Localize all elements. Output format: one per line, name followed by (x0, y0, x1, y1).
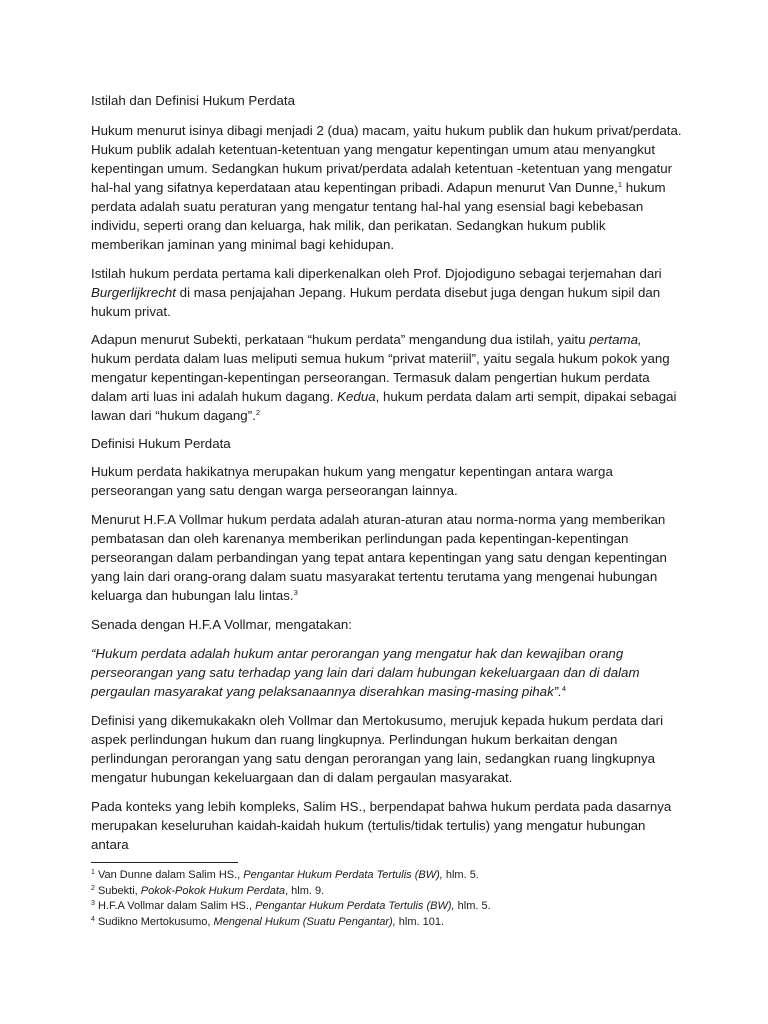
block-quote (91, 644, 682, 701)
footnote-text: Van Dunne dalam Salim HS., (94, 869, 244, 881)
paragraph-istilah-hukum-perdata (91, 264, 682, 321)
footnote-text: hlm. 5. (442, 869, 479, 881)
paragraph-text: di masa penjajahan Jepang. Hukum perdata disebut juga dengan hukum sipil dan hukum privat. (91, 285, 661, 319)
paragraph-salim-hs (91, 797, 682, 854)
footnote-number: 2 (91, 884, 95, 892)
footnote-ref-4[interactable]: 4 (561, 684, 567, 693)
paragraph-text: Hukum perdata hakikatnya merupakan hukum yang mengatur kepentingan antara warga perseorangan yang satu dengan warga perseorangan lainnya. (91, 464, 613, 498)
footnote-ref-2[interactable]: 2 (255, 408, 261, 417)
footnote-number: 4 (91, 915, 95, 923)
footnotes (91, 868, 682, 930)
footnote-text: hlm. 5. (454, 900, 491, 912)
footnote-ref-1[interactable]: 1 (617, 180, 623, 189)
paragraph-text: hukum perdata adalah suatu peraturan yang mengatur tentang hal-hal yang esensial bagi kebebasan individu, seperti orang dan keluarga, hak milik, dan perikatan. Sedangkan hukum publik memberikan jaminan yang minimal bagi kehidupan. (91, 180, 666, 252)
section-heading-istilah: Istilah dan Definisi Hukum Perdata (91, 93, 295, 108)
footnote-1 (91, 868, 682, 884)
paragraph-hakikat (91, 462, 682, 500)
footnote-title: Mengenal Hukum (Suatu Pengantar), (213, 915, 396, 928)
paragraph-text: hukum perdata dalam luas meliputi semua hukum “privat materiil”, yaitu segala hukum pokok yang mengatur kepentingan-kepentingan perseorangan. Termasuk dalam pengertian hukum perdata dalam arti luas ini adalah hukum dagang. (91, 351, 670, 404)
paragraph-text: Pada konteks yang lebih kompleks, Salim HS., berpendapat bahwa hukum perdata pada dasarnya merupakan keseluruhan kaidah-kaidah hukum (tertulis/tidak tertulis) yang mengatur hubungan antara (91, 799, 672, 852)
paragraph-italic-term: Kedua (337, 389, 376, 404)
footnote-text: H.F.A Vollmar dalam Salim HS., (94, 900, 256, 912)
paragraph-text: Hukum menurut isinya dibagi menjadi 2 (dua) macam, yaitu hukum publik dan hukum privat/perdata. Hukum publik adalah ketentuan-ketentuan yang mengatur kepentingan umum atau menyangkut kepentingan umum. Sedangkan hukum privat/perdata adalah ketentuan -ketentuan yang mengatur hal-hal yang sifatnya keperdataan atau kepentingan pribadi. Adapun menurut Van Dunne, (91, 123, 682, 195)
footnote-2 (91, 884, 682, 900)
footnote-number: 3 (91, 900, 95, 907)
paragraph-text: , hukum perdata dalam arti sempit, dipakai sebagai lawan dari “hukum dagang”. (91, 389, 677, 423)
quote-text: “Hukum perdata adalah hukum antar perorangan yang mengatur hak dan kewajiban orang perseorangan yang satu terhadap yang lain dari dalam hubungan kekeluargaan dan di dalam pergaulan masyarakat yang pelaksanaannya diserahkan masing-masing pihak”. (91, 646, 640, 699)
footnote-text: hlm. 101. (395, 915, 445, 928)
footnote-title: Pengantar Hukum Perdata Tertulis (BW), (243, 869, 443, 881)
paragraph-definisi-vollmar-mertokusumo (91, 711, 682, 787)
footnote-title: Pokok-Pokok Hukum Perdata (140, 884, 286, 897)
footnote-ref-3[interactable]: 3 (293, 588, 298, 597)
footnote-3 (91, 899, 682, 915)
footnote-text: Subekti, (94, 884, 141, 897)
paragraph-text: Adapun menurut Subekti, perkataan “hukum perdata” mengandung dua istilah, yaitu (91, 332, 590, 347)
paragraph-subekti (91, 330, 682, 425)
paragraph-text: Istilah hukum perdata pertama kali diperkenalkan oleh Prof. Djojodiguno sebagai terjemahan dari (91, 266, 662, 281)
paragraph-text: Senada dengan H.F.A Vollmar, mengatakan: (91, 617, 352, 632)
footnote-number: 1 (91, 869, 95, 876)
paragraph-vollmar (91, 510, 682, 605)
footnote-text: Sudikno Mertokusumo, (94, 915, 214, 928)
footnote-separator (91, 862, 238, 863)
section-heading-definisi: Definisi Hukum Perdata (91, 436, 231, 451)
footnote-title: Pengantar Hukum Perdata Tertulis (BW), (255, 900, 455, 912)
footnote-4 (91, 915, 682, 931)
paragraph-text: Definisi yang dikemukakakn oleh Vollmar dan Mertokusumo, merujuk kepada hukum perdata dari aspek perlindungan hukum dan ruang lingkupnya. Perlindungan hukum berkaitan dengan perlindungan perorangan yang satu dengan perorangan yang lain, sedangkan ruang lingkupnya mengatur hubungan kekeluargaan dan di dalam pergaulan masyarakat. (91, 713, 664, 785)
paragraph-senada (91, 615, 682, 634)
paragraph-italic-term: pertama, (589, 332, 642, 347)
paragraph-text: Menurut H.F.A Vollmar hukum perdata adalah aturan-aturan atau norma-norma yang memberikan pembatasan dan oleh karenanya memberikan perlindungan pada kepentingan-kepentingan perseorangan dalam perbandingan yang tepat antara kepentingan yang satu dengan kepentingan yang lain dari orang-orang dalam suatu masyarakat tertentu terutama yang mengenai hubungan keluarga dan hubungan lalu lintas. (91, 512, 667, 603)
footnote-text: , hlm. 9. (285, 884, 325, 897)
paragraph-italic-term: Burgerlijkrecht (91, 285, 176, 300)
paragraph-hukum-publik-privat (91, 121, 682, 254)
